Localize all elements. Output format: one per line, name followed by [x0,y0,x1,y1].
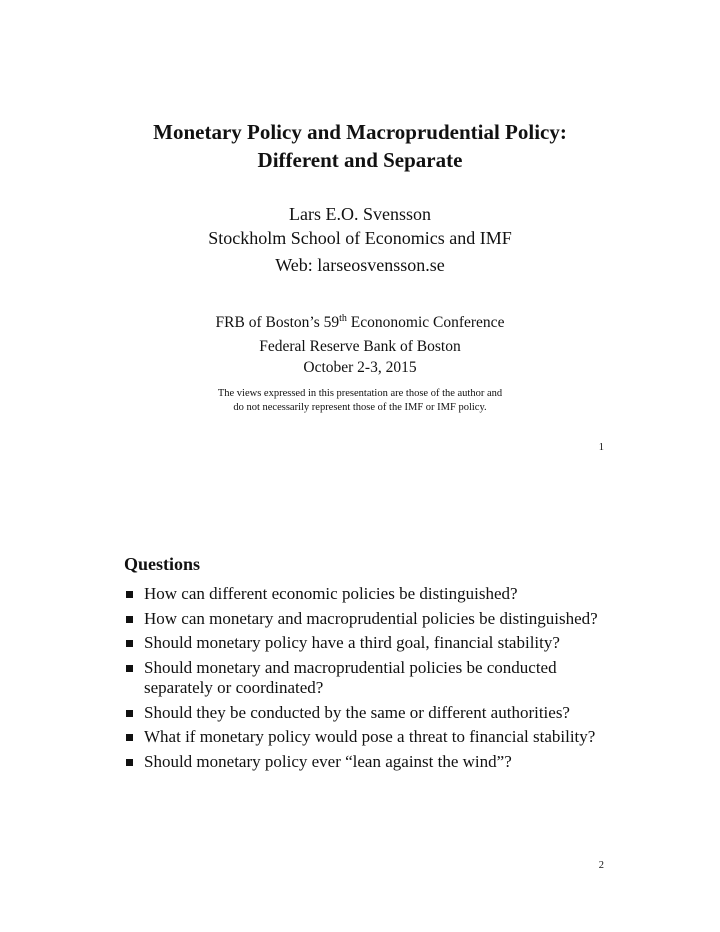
square-bullet-icon [126,640,133,647]
title-line-1: Monetary Policy and Macroprudential Policy: [153,120,567,144]
question-list [124,584,614,776]
list-item [124,658,614,699]
conference-name-pre: FRB of Boston’s 59 [215,314,340,331]
disclaimer [0,387,720,415]
conference-venue: Federal Reserve Bank of Boston [259,338,461,355]
disclaimer-line-1: The views expressed in this presentation are those of the author and [217,388,503,399]
list-item-text: How can different economic policies be distinguished? [144,584,518,603]
list-item-text: Should monetary policy ever “lean against the wind”? [144,751,512,771]
list-item [124,752,614,773]
disclaimer-line-2: do not necessarily represent those of the IMF or IMF policy. [233,402,487,413]
conference-date: October 2-3, 2015 [303,359,417,376]
square-bullet-icon [126,734,133,741]
list-item [124,727,614,748]
list-item-text: Should monetary and macroprudential policies be conducted separately or coordinated? [144,657,557,697]
list-item [124,703,614,724]
list-item [124,584,614,605]
page-number: 1 [598,442,604,453]
list-item [124,633,614,654]
list-item [124,609,614,630]
slide-heading: Questions [124,554,201,574]
author-affiliation: Stockholm School of Economics and IMF [208,228,512,248]
author-name: Lars E.O. Svensson [289,204,431,224]
square-bullet-icon [126,710,133,717]
square-bullet-icon [126,591,133,598]
list-item-text: How can monetary and macroprudential policies be distinguished? [144,608,598,628]
square-bullet-icon [126,616,133,623]
square-bullet-icon [126,665,133,672]
author-website: Web: larseosvensson.se [275,255,445,275]
slide-title [0,118,720,174]
square-bullet-icon [126,759,133,766]
title-line-2: Different and Separate [257,148,463,172]
conference-name [0,312,720,333]
list-item-text: Should they be conducted by the same or different authorities? [144,702,570,722]
slide-2 [0,466,720,932]
author-block [0,202,720,250]
conference-name-ordinal: th [339,312,347,324]
conference-name-post: Econonomic Conference [346,314,505,331]
conference-info [0,312,720,378]
list-item-text: What if monetary policy would pose a threat to financial stability? [144,727,596,746]
list-item-text: Should monetary policy have a third goal, financial stability? [144,633,560,652]
page-number: 2 [598,860,604,871]
